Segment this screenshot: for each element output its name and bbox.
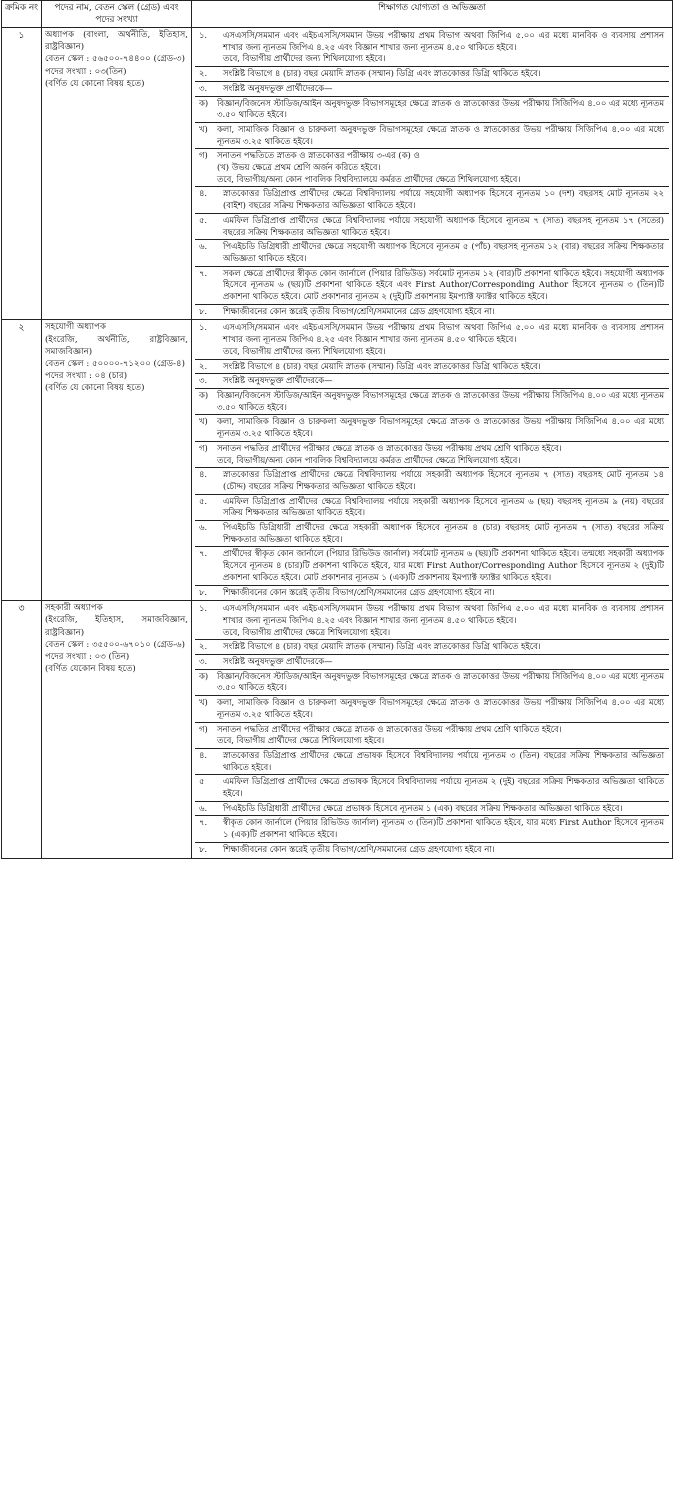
requirement-number: খ) <box>199 416 208 427</box>
requirement-item <box>195 149 669 187</box>
requirement-line: স্নাতকোত্তর ডিগ্রিপ্রাপ্ত প্রার্থীদের ক্ষেত্রে বিশ্ববিদ্যালয় পর্যায়ে সহযোগী অধ্যাপক হিসেবে ন্যূনতম ১০ (দশ) বছরসহ মোট ন্যূনতম ২২ (বাইশ) বছরের সক্রিয় শিক্ষকতার অভিজ্ঞতা থাকিতে হইবে। <box>223 188 665 211</box>
requirement-item <box>195 602 669 640</box>
requirement-line: সংশ্লিষ্ট বিভাগে ৪ (চার) বছর মেয়াদি স্নাতক (সম্মান) ডিগ্রি এবং স্নাতকোত্তর ডিগ্রি থাকিতে হইবে। <box>223 641 541 652</box>
requirement-text <box>221 187 669 212</box>
requirement-text <box>215 442 669 467</box>
requirement-text <box>215 389 669 414</box>
requirement-item <box>195 495 669 521</box>
requirement-item <box>195 696 669 722</box>
requirement-text <box>221 521 669 546</box>
requirement-item <box>195 97 669 123</box>
requirement-text <box>221 655 669 669</box>
requirement-line: কলা, সামাজিক বিজ্ঞান ও চারুকলা অনুষদভুক্ত বিভাগসমূহের ক্ষেত্রে স্নাতক ও স্নাতকোত্তর উভয় পরীক্ষায় সিজিপিএ ৪.০০ এর মধ্যে ন্যূনতম ৩.২৫ থাকিতে হইবে। <box>217 123 664 146</box>
requirement-number: ৩. <box>199 375 208 386</box>
requirement-line: পিএইচডি ডিগ্রিধারী প্রার্থীদের ক্ষেত্রে প্রভাষক হিসেবে ন্যূনতম ১ (এক) বছরের সক্রিয় শিক্ষকতার অভিজ্ঞতা থাকিতে হইবে। <box>223 802 623 813</box>
requirement-item <box>195 521 669 547</box>
requirement-line: সংশ্লিষ্ট বিভাগে ৪ (চার) বছর মেয়াদি স্নাতক (সম্মান) ডিগ্রি এবং স্নাতকোত্তর ডিগ্রি থাকিতে হইবে। <box>223 68 541 79</box>
requirement-line: এমফিল ডিগ্রিপ্রাপ্ত প্রার্থীদের ক্ষেত্রে প্রভাষক হিসেবে বিশ্ববিদ্যালয় পর্যায়ে ন্যূনতম ২ (দুই) বছরের সক্রিয় শিক্ষকতার অভিজ্ঞতা থাকিতে হইবে। <box>223 776 664 799</box>
requirement-item <box>195 442 669 468</box>
requirement-item <box>195 843 669 857</box>
requirement-number: ক) <box>199 389 209 400</box>
requirement-text <box>221 67 669 81</box>
requirement-number: খ) <box>199 123 208 134</box>
requirement-text <box>221 29 669 66</box>
requirement-number: ৩. <box>199 82 208 93</box>
requirement-text <box>221 775 669 800</box>
requirement-line: স্নাতকোত্তর ডিগ্রিপ্রাপ্ত প্রার্থীদের ক্ষেত্রে বিশ্ববিদ্যালয় পর্যায়ে সহকারী অধ্যাপক হিসেবে ন্যূনতম ৭ (সাত) বছরসহ মোট ন্যূনতম ১৪ (চৌদ্দ) বছরের সক্রিয় শিক্ষকতার অভিজ্ঞতা থাকিতে হইবে। <box>223 469 664 491</box>
requirement-number: ৭. <box>199 817 208 828</box>
requirement-line: স্বীকৃত কোন জার্নালে (পিয়ার রিভিউড জার্নাল) ন্যূনতম ৩ (তিন)টি প্রকাশনা থাকিতে হইবে, যার মধ্যে First Author হিসেবে ন্যূনতম ১ (এক)টি প্রকাশনা থাকিতে হইবে। <box>223 817 664 840</box>
requirement-item <box>195 775 669 801</box>
requirement-text <box>215 696 669 721</box>
post-line: (বর্ণিত যেকোন বিষয় হতে) <box>45 664 136 675</box>
requirement-line: শিক্ষাজীবনের কোন স্তরেই তৃতীয় বিভাগ/শ্রেণি/সমমানের গ্রেড গ্রহণযোগ্য হইবে না। <box>223 586 495 597</box>
requirement-item <box>195 640 669 655</box>
requirement-line: তবে, বিভাগীয় প্রার্থীদের জন্য শিথিলযোগ্য হইবে। <box>223 345 386 356</box>
post-line: সহকারী অধ্যাপক <box>45 603 103 614</box>
requirement-text <box>221 802 669 816</box>
requirement-line: স্নাতকোত্তর ডিগ্রিপ্রাপ্ত প্রার্থীদের ক্ষেত্রে প্রভাষক হিসেবে বিশ্ববিদ্যালয় পর্যায়ে ন্যূনতম ৩ (তিন) বছরের সক্রিয় শিক্ষকতার অভিজ্ঞতা থাকিতে হইবে। <box>223 749 664 772</box>
requirement-text <box>221 360 669 374</box>
requirement-number: ৭. <box>199 267 208 278</box>
requirements-cell <box>192 320 673 601</box>
requirement-number: ২. <box>199 68 208 79</box>
requirement-line: তবে, বিভাগীয় প্রার্থীদের ক্ষেত্রে শিথিলযোগ্য হইবে। <box>223 626 391 637</box>
requirement-number: ৭. <box>199 548 208 559</box>
post-line: সহযোগী অধ্যাপক <box>45 322 106 333</box>
requirement-text <box>221 640 669 654</box>
requirement-item <box>195 123 669 149</box>
requirement-line: শিক্ষাজীবনের কোন স্তরেই তৃতীয় বিভাগ/শ্রেণি/সমমানের গ্রেড গ্রহণযোগ্য হইবে না। <box>223 843 495 854</box>
requirement-text <box>221 843 669 857</box>
table-row <box>2 28 673 320</box>
requirement-item <box>195 82 669 97</box>
post-line: পদের সংখ্যা : ০৩ (তিন) <box>45 652 130 663</box>
requirement-number: গ) <box>199 442 208 453</box>
requirement-item <box>195 305 669 319</box>
requirement-text <box>215 123 669 148</box>
requirement-line: বিজ্ঞান/বিজনেস স্টাডিজ/আইন অনুষদভুক্ত বিভাগসমূহের ক্ষেত্রে স্নাতক ও স্নাতকোত্তর উভয় পরীক্ষায় সিজিপিএ ৪.০০ এর মধ্যে ন্যূনতম ৩.৫০ থাকিতে হইবে। <box>217 670 664 693</box>
requirement-text <box>215 415 669 440</box>
requirement-number: ক) <box>199 97 209 108</box>
serial-number: ৩ <box>2 601 42 858</box>
post-details <box>42 320 192 601</box>
post-line: (বর্ণিত যে কোনো বিষয় হতে) <box>45 383 145 394</box>
table-header-row <box>2 1 673 28</box>
requirement-number: খ) <box>199 697 208 708</box>
requirement-number: ৬. <box>199 241 208 252</box>
requirement-number: ৮. <box>199 843 208 854</box>
post-line: বেতন স্কেল : ৫৬৫০০-৭৪৪০০ (গ্রেড-৩) <box>45 54 185 65</box>
requirement-item <box>195 187 669 213</box>
requirement-text <box>221 468 669 493</box>
requirement-item <box>195 214 669 240</box>
requirement-line: তবে, বিভাগীয় প্রার্থীদের ক্ষেত্রে শিথিলযোগ্য হইবে। <box>217 735 385 746</box>
requirement-number: ১. <box>199 603 208 614</box>
requirement-number: ৪. <box>199 749 208 760</box>
requirement-text <box>221 495 669 520</box>
requirement-item <box>195 468 669 494</box>
requirement-line: তবে, বিভাগীয় প্রার্থীদের জন্য শিথিলযোগ্য হইবে। <box>223 53 386 64</box>
requirement-line: সংশ্লিষ্ট অনুষদভুক্ত প্রার্থীদেরকে— <box>223 656 333 667</box>
requirement-item <box>195 586 669 600</box>
table-row <box>2 320 673 601</box>
requirement-number: ৫. <box>199 495 208 506</box>
requirement-item <box>195 67 669 82</box>
post-details <box>42 28 192 320</box>
table-row <box>2 601 673 858</box>
post-line: বেতন স্কেল : ৩৫৫০০-৬৭০১০ (গ্রেড-৬) <box>45 639 185 650</box>
requirement-number: ৬. <box>199 802 208 813</box>
requirement-text <box>215 149 669 186</box>
serial-number: ২ <box>2 320 42 601</box>
requirements-cell <box>192 601 673 858</box>
post-details <box>42 601 192 858</box>
requirement-text <box>221 749 669 774</box>
post-line: (ইংরেজি, ইতিহাস, সমাজবিজ্ঞান, রাষ্ট্রবিজ্ঞান) <box>45 615 188 638</box>
requirement-line: কলা, সামাজিক বিজ্ঞান ও চারুকলা অনুষদভুক্ত বিভাগসমূহের ক্ষেত্রে স্নাতক ও স্নাতকোত্তর উভয় পরীক্ষায় সিজিপিএ ৪.০০ এর মধ্যে ন্যূনতম ৩.২৫ থাকিতে হইবে। <box>217 416 664 439</box>
requirement-number: গ) <box>199 723 208 734</box>
post-line: (বর্ণিত যে কোনো বিষয় হতে) <box>45 78 145 89</box>
requirement-text <box>215 723 669 748</box>
requirement-line: সংশ্লিষ্ট বিভাগে ৪ (চার) বছর মেয়াদি স্নাতক (সম্মান) ডিগ্রি এবং স্নাতকোত্তর ডিগ্রি থাকিতে হইবে। <box>223 360 541 371</box>
requirement-text <box>221 602 669 639</box>
requirement-text <box>221 321 669 358</box>
requirement-item <box>195 655 669 670</box>
serial-number: ১ <box>2 28 42 320</box>
requirement-line: (খ) উভয় ক্ষেত্রে প্রথম শ্রেণি অর্জন করিতে হইবে। <box>217 162 381 173</box>
requirement-line: এমফিল ডিগ্রিপ্রাপ্ত প্রার্থীদের ক্ষেত্রে বিশ্ববিদ্যালয় পর্যায়ে সহযোগী অধ্যাপক হিসেবে ন্যূনতম ৭ (সাত) বছরসহ ন্যূনতম ১৭ (সতের) বছরের সক্রিয় শিক্ষকতার অভিজ্ঞতা থাকিতে হইবে। <box>223 214 664 237</box>
requirement-text <box>221 547 669 584</box>
requirement-number: ৩. <box>199 656 208 667</box>
requirement-item <box>195 360 669 375</box>
requirements-header: শিক্ষাগত যোগ্যতা ও অভিজ্ঞতা <box>192 1 673 28</box>
requirement-item <box>195 723 669 749</box>
requirement-number: ৪. <box>199 469 208 480</box>
requirement-number: ২. <box>199 360 208 371</box>
requirement-text <box>221 586 669 600</box>
requirement-line: পিএইচডি ডিগ্রিধারী প্রার্থীদের ক্ষেত্রে সহকারী অধ্যাপক হিসেবে ন্যূনতম ৪ (চার) বছরসহ মোট ন্যূনতম ৭ (সাত) বছরের সক্রিয় শিক্ষকতার অভিজ্ঞতা থাকিতে হইবে। <box>223 522 664 544</box>
post-line: (ইংরেজি, অর্থনীতি, রাষ্ট্রবিজ্ঞান, সমাজবিজ্ঞান) <box>45 334 188 357</box>
requirement-text <box>215 97 669 122</box>
requirement-item <box>195 321 669 359</box>
requirement-item <box>195 29 669 67</box>
requirement-number: ২. <box>199 641 208 652</box>
requirement-number: ১. <box>199 322 208 333</box>
qualification-table <box>1 0 673 859</box>
requirement-line: এমফিল ডিগ্রিপ্রাপ্ত প্রার্থীদের ক্ষেত্রে বিশ্ববিদ্যালয় পর্যায়ে সহকারী অধ্যাপক হিসেবে ন্যূনতম ৬ (ছয়) বছরসহ ন্যূনতম ৯ (নয়) বছরের সক্রিয় শিক্ষকতার অভিজ্ঞতা থাকিতে হইবে। <box>223 495 664 518</box>
requirement-number: ৮. <box>199 586 208 597</box>
requirement-line: পিএইচডি ডিগ্রিধারী প্রার্থীদের ক্ষেত্রে সহযোগী অধ্যাপক হিসেবে ন্যূনতম ৫ (পাঁচ) বছরসহ ন্যূনতম ১২ (বার) বছরের সক্রিয় শিক্ষকতার অভিজ্ঞতা থাকিতে হইবে। <box>223 241 664 263</box>
requirement-text <box>221 240 669 265</box>
requirement-item <box>195 267 669 305</box>
requirement-item <box>195 374 669 389</box>
requirement-text <box>221 305 669 319</box>
requirement-item <box>195 240 669 266</box>
requirement-line: এসএসসি/সমমান এবং এইচএসসি/সমমান উভয় পরীক্ষায় প্রথম বিভাগ অথবা জিপিএ ৫.০০ এর মধ্যে মানবিক ও ব্যবসায় প্রশাসন শাখার জন্য ন্যূনতম জিপিএ ৪.২৫ এবং বিজ্ঞান শাখার জন্য ন্যূনতম ৪.৫০ থাকিতে হইবে। <box>223 322 664 345</box>
requirements-cell <box>192 28 673 320</box>
requirement-line: এসএসসি/সমমান এবং এইচএসসি/সমমান উভয় পরীক্ষায় প্রথম বিভাগ অথবা জিপিএ ৫.০০ এর মধ্যে মানবিক ও ব্যবসায় প্রশাসন শাখার জন্য ন্যূনতম জিপিএ ৪.২৫ এবং বিজ্ঞান শাখার জন্য ন্যূনতম ৪.৫০ থাকিতে হইবে। <box>223 603 664 625</box>
post-header: পদের নাম, বেতন স্কেল (গ্রেড) এবং পদের সংখ্যা <box>42 1 192 28</box>
requirement-item <box>195 547 669 585</box>
requirement-item <box>195 749 669 775</box>
serial-header: ক্রমিক নং <box>2 1 42 28</box>
requirement-text <box>221 374 669 388</box>
requirement-line: শিক্ষাজীবনের কোন স্তরেই তৃতীয় বিভাগ/শ্রেণি/সমমানের গ্রেড গ্রহণযোগ্য হইবে না। <box>223 305 495 316</box>
requirement-text <box>215 670 669 695</box>
requirement-line: বিজ্ঞান/বিজনেস স্টাডিজ/আইন অনুষদভুক্ত বিভাগসমূহের ক্ষেত্রে স্নাতক ও স্নাতকোত্তর উভয় পরীক্ষায় সিজিপিএ ৪.০০ এর মধ্যে ন্যূনতম ৩.৫০ থাকিতে হইবে। <box>217 97 664 120</box>
requirement-line: সনাতন পদ্ধতির প্রার্থীদের পরীক্ষার ক্ষেত্রে স্নাতক ও স্নাতকোত্তর উভয় পরীক্ষায় প্রথম শ্রেণি থাকিতে হইবে। <box>217 442 562 453</box>
requirement-line: তবে, বিভাগীয়/অন্য কোন পাবলিক বিশ্ববিদ্যালয়ে কর্মরত প্রার্থীদের ক্ষেত্রে শিথিলযোগ্য হইবে। <box>217 454 521 465</box>
requirement-item <box>195 816 669 842</box>
requirement-item <box>195 802 669 817</box>
post-line: বেতন স্কেল : ৫০০০০-৭১২০০ (গ্রেড-৪) <box>45 359 185 370</box>
requirement-line: সংশ্লিষ্ট অনুষদভুক্ত প্রার্থীদেরকে— <box>223 375 333 386</box>
requirement-number: ৮. <box>199 305 208 316</box>
post-line: পদের সংখ্যা : ০৪ (চার) <box>45 371 128 382</box>
requirement-line: এসএসসি/সমমান এবং এইচএসসি/সমমান উভয় পরীক্ষায় প্রথম বিভাগ অথবা জিপিএ ৫.০০ এর মধ্যে মানবিক ও ব্যবসায় প্রশাসন শাখার জন্য ন্যূনতম জিপিএ ৪.২৫ এবং বিজ্ঞান শাখার জন্য ন্যূনতম ৪.৫০ থাকিতে হইবে। <box>223 30 664 52</box>
requirement-item <box>195 389 669 415</box>
requirement-number: ৬. <box>199 522 208 533</box>
requirement-text <box>221 816 669 841</box>
requirement-number: ৪. <box>199 188 208 199</box>
requirement-line: সনাতন পদ্ধতির প্রার্থীদের পরীক্ষার ক্ষেত্রে স্নাতক ও স্নাতকোত্তর উভয় পরীক্ষায় প্রথম শ্রেণি থাকিতে হইবে। <box>217 723 562 734</box>
requirement-line: বিজ্ঞান/বিজনেস স্টাডিজ/আইন অনুষদভুক্ত বিভাগসমূহের ক্ষেত্রে স্নাতক ও স্নাতকোত্তর উভয় পরীক্ষায় সিজিপিএ ৪.০০ এর মধ্যে ন্যূনতম ৩.৫০ থাকিতে হইবে। <box>217 389 664 412</box>
requirement-number: ৫ <box>199 776 205 787</box>
requirement-line: তবে, বিভাগীয়/অন্য কোন পাবলিক বিশ্ববিদ্যালয়ে কর্মরত প্রার্থীদের ক্ষেত্রে শিথিলযোগ্য হইবে। <box>217 173 521 184</box>
requirement-item <box>195 415 669 441</box>
requirement-line: কলা, সামাজিক বিজ্ঞান ও চারুকলা অনুষদভুক্ত বিভাগসমূহের ক্ষেত্রে স্নাতক ও স্নাতকোত্তর উভয় পরীক্ষায় সিজিপিএ ৪.০০ এর মধ্যে ন্যূনতম ৩.২৫ থাকিতে হইবে। <box>217 697 664 719</box>
requirement-line: সংশ্লিষ্ট অনুষদভুক্ত প্রার্থীদেরকে— <box>223 82 333 93</box>
requirement-text <box>221 214 669 239</box>
requirement-line: সনাতন পদ্ধতিতে স্নাতক ও স্নাতকোত্তর পরীক্ষায় ৩-এর (ক) ও <box>217 150 420 161</box>
post-line: অধ্যাপক (বাংলা, অর্থনীতি, ইতিহাস, রাষ্ট্রবিজ্ঞান) <box>45 30 188 53</box>
requirement-item <box>195 670 669 696</box>
requirement-number: গ) <box>199 150 208 161</box>
requirement-line: সকল ক্ষেত্রে প্রার্থীদের স্বীকৃত কোন জার্নালে (পিয়ার রিভিউড) সর্বমোট ন্যূনতম ১২ (বার)টি প্রকাশনা থাকিতে হইবে। সহযোগী অধ্যাপক হিসেবে ন্যূনতম ৬ (ছয়)টি প্রকাশনা থাকিতে হইবে এবং First Author/Corresponding Author হিসেবে ন্যূনতম ৩ (তিন)টি প্রকাশনা থাকিতে হইবে। মোট প্রকাশনার ন্যূনতম ২ (দুই)টি প্রকাশনায় ইমপ্যাক্ট ফ্যাক্টর থাকিতে হইবে। <box>223 267 664 302</box>
requirement-line: প্রার্থীদের স্বীকৃত কোন জার্নালে (পিয়ার রিভিউড জার্নাল) সর্বমোট ন্যূনতম ৬ (ছয়)টি প্রকাশনা থাকিতে হইবে। তন্মধ্যে সহকারী অধ্যাপক হিসেবে ন্যূনতম ৪ (চার)টি প্রকাশনা থাকিতে হইবে, যার মধ্যে First Author/Corresponding Author হিসেবে ন্যূনতম ২ (দুই)টি প্রকাশনা থাকিতে হইবে। মোট প্রকাশনার ন্যূনতম ১ (এক)টি প্রকাশনায় ইমপ্যাক্ট ফ্যাক্টর থাকিতে হইবে। <box>223 548 664 582</box>
requirement-number: ক) <box>199 670 209 681</box>
requirement-number: ৫. <box>199 214 208 225</box>
requirement-text <box>221 267 669 304</box>
requirement-text <box>221 82 669 96</box>
post-line: পদের সংখ্যা : ০৩(তিন) <box>45 66 127 77</box>
requirement-number: ১. <box>199 30 208 40</box>
